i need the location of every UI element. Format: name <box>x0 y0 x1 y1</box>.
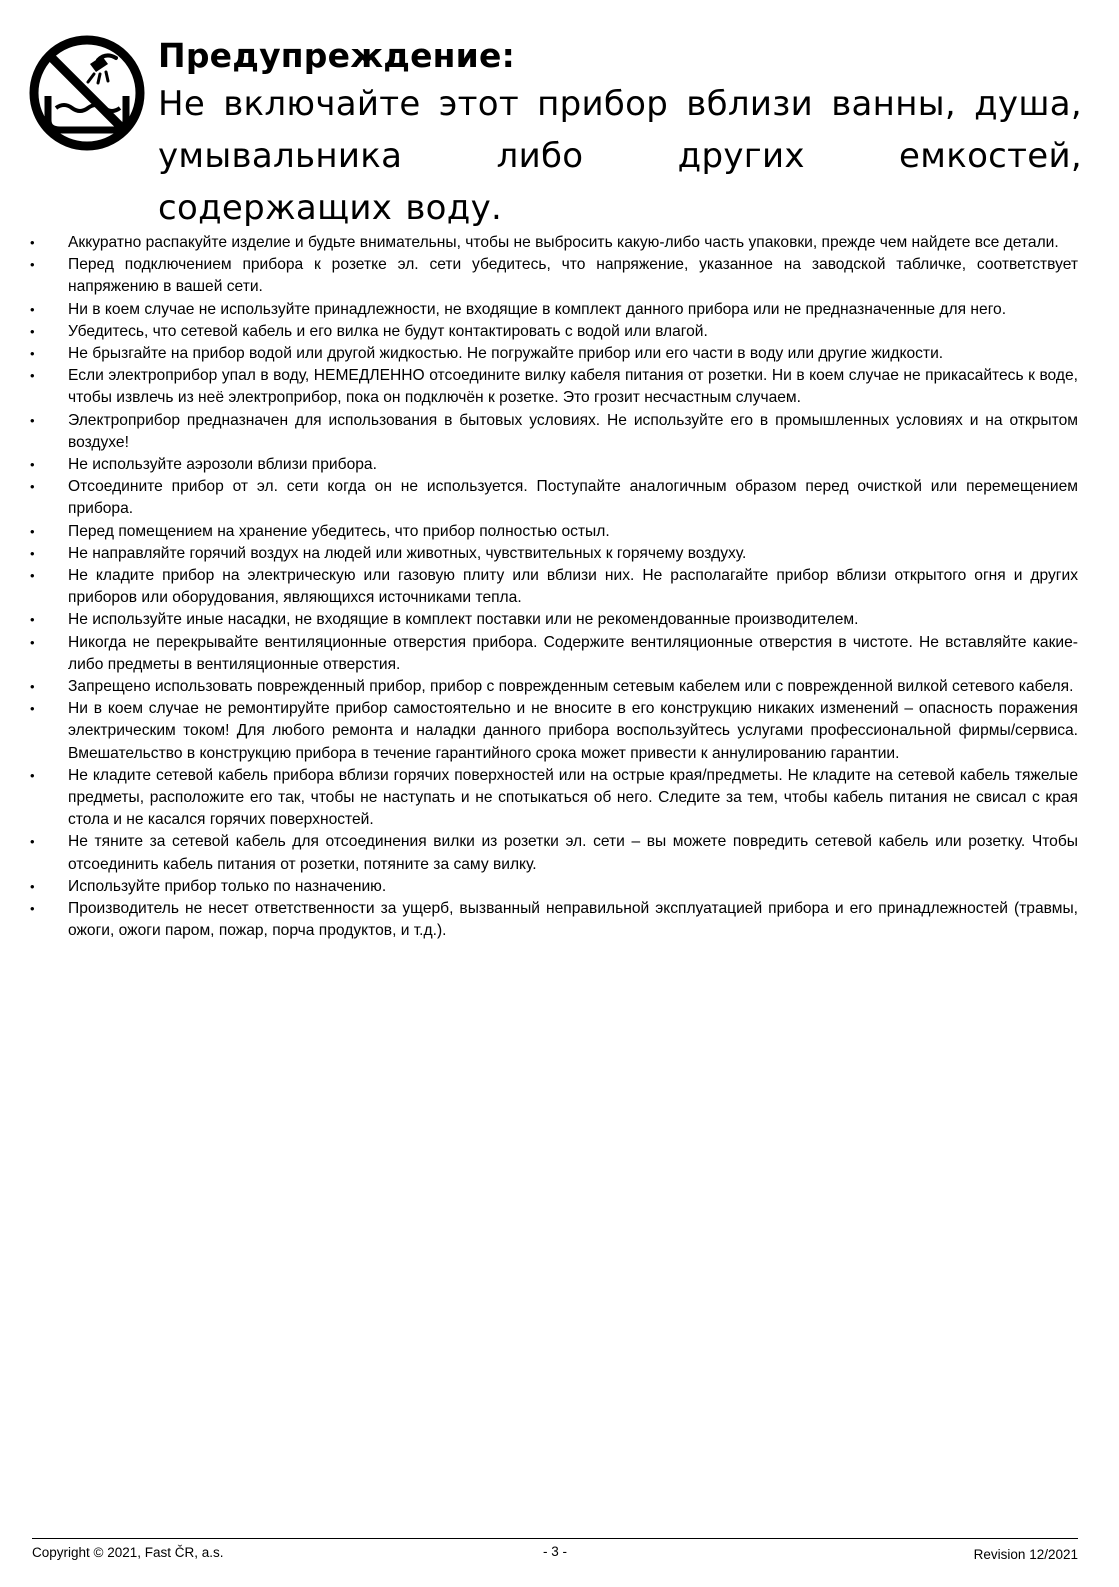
list-item <box>30 365 1078 409</box>
list-item-text: Ни в коем случае не используйте принадлежности, не входящие в комплект данного прибора или не предназначенные для него. <box>68 300 1007 318</box>
list-item <box>30 476 1078 520</box>
bullet-icon: • <box>30 612 35 628</box>
revision-text: Revision 12/2021 <box>973 1547 1078 1562</box>
list-item-text: Не используйте аэрозоли вблизи прибора. <box>68 456 377 474</box>
list-item <box>30 698 1078 765</box>
list-item <box>30 410 1078 454</box>
bullet-icon: • <box>30 878 35 894</box>
list-item <box>30 765 1078 832</box>
list-item-text: Отсоедините прибор от эл. сети когда он не используется. Поступайте аналогичным образом перед очисткой или перемещением прибора. <box>68 478 1078 518</box>
bullet-icon: • <box>30 523 35 539</box>
list-item <box>30 232 1078 254</box>
list-item-text: Не брызгайте на прибор водой или другой жидкостью. Не погружайте прибор или его части в воду или другие жидкости. <box>68 345 944 363</box>
list-item-text: Ни в коем случае не ремонтируйте прибор самостоятельно и не вносите в его конструкцию никаких изменений – опасность поражения электрическим током! Для любого ремонта и наладки данного прибора воспользуйтесь услугами профессиональной фирмы/сервиса. Вмешательство в конструкцию прибора в течение гарантийного срока может привести к аннулированию гарантии. <box>68 700 1078 762</box>
warning-header <box>28 34 1098 228</box>
list-item <box>30 676 1078 698</box>
list-item-text: Запрещено использовать поврежденный прибор, прибор с поврежденным сетевым кабелем или с поврежденной вилкой сетевого кабеля. <box>68 678 1074 696</box>
no-water-bath-icon <box>28 34 146 152</box>
copyright-text: Copyright © 2021, Fast ČR, a.s. <box>32 1545 224 1560</box>
bullet-icon: • <box>30 323 35 339</box>
list-item-text: Никогда не перекрывайте вентиляционные отверстия прибора. Содержите вентиляционные отверстия в чистоте. Не вставляйте какие-либо предметы в вентиляционные отверстия. <box>68 633 1078 673</box>
warning-title: Предупреждение: <box>158 36 515 75</box>
bullet-icon: • <box>30 834 35 850</box>
list-item <box>30 876 1078 898</box>
list-item <box>30 454 1078 476</box>
warning-text-block <box>158 34 1082 234</box>
list-item <box>30 299 1078 321</box>
bullet-icon: • <box>30 257 35 273</box>
list-item-text: Перед помещением на хранение убедитесь, что прибор полностью остыл. <box>68 522 610 540</box>
list-item <box>30 543 1078 565</box>
bullet-icon: • <box>30 479 35 495</box>
bullet-icon: • <box>30 235 35 250</box>
bullet-icon: • <box>30 368 35 384</box>
bullet-icon: • <box>30 701 35 717</box>
bullet-icon: • <box>30 412 35 428</box>
list-item <box>30 898 1078 942</box>
list-item-text: Производитель не несет ответственности за ущерб, вызванный неправильной эксплуатацией прибора и его принадлежностей (травмы, ожоги, ожоги паром, пожар, порча продуктов, и т.д.). <box>68 900 1078 940</box>
bullet-icon: • <box>30 767 35 783</box>
list-item <box>30 254 1078 298</box>
list-item-text: Если электроприбор упал в воду, НЕМЕДЛЕННО отсоедините вилку кабеля питания от розетки. Ни в коем случае не прикасайтесь к воде, чтобы извлечь из неё электроприбор, пока он подключён к розетке. Это грозит несчастным случаем. <box>68 367 1078 407</box>
list-item-text: Не используйте иные насадки, не входящие в комплект поставки или не рекомендованные производителем. <box>68 611 859 629</box>
list-item-text: Не кладите прибор на электрическую или газовую плиту или вблизи них. Не располагайте прибор вблизи открытого огня и других приборов или оборудования, являющихся источниками тепла. <box>68 567 1078 607</box>
list-item <box>30 632 1078 676</box>
list-item-text: Аккуратно распакуйте изделие и будьте внимательны, чтобы не выбросить какую-либо часть упаковки, прежде чем найдете все детали. <box>68 234 1059 251</box>
safety-instructions-list <box>30 232 1078 943</box>
bullet-icon: • <box>30 457 35 473</box>
list-item-text: Убедитесь, что сетевой кабель и его вилка не будут контактировать с водой или влагой. <box>68 322 708 340</box>
bullet-icon: • <box>30 634 35 650</box>
page-footer <box>32 1538 1078 1569</box>
list-item-text: Используйте прибор только по назначению. <box>68 877 387 895</box>
list-item <box>30 343 1078 365</box>
list-item <box>30 831 1078 875</box>
bullet-icon: • <box>30 545 35 561</box>
list-item-text: Перед подключением прибора к розетке эл. сети убедитесь, что напряжение, указанное на заводской табличке, соответствует напряжению в вашей сети. <box>68 256 1078 296</box>
page-number: - 3 - <box>542 1544 567 1559</box>
bullet-icon: • <box>30 901 35 917</box>
list-item-text: Не направляйте горячий воздух на людей или животных, чувствительных к горячему воздуху. <box>68 544 747 562</box>
list-item <box>30 321 1078 343</box>
list-item <box>30 565 1078 609</box>
bullet-icon: • <box>30 568 35 584</box>
warning-message: Не включайте этот прибор вблизи ванны, душа, умывальника либо других емкостей, содержащих воду. <box>158 84 1082 228</box>
list-item <box>30 609 1078 631</box>
bullet-icon: • <box>30 346 35 362</box>
list-item <box>30 521 1078 543</box>
bullet-icon: • <box>30 679 35 695</box>
list-item-text: Не тяните за сетевой кабель для отсоединения вилки из розетки эл. сети – вы можете повредить сетевой кабель или розетку. Чтобы отсоединить кабель питания от розетки, потяните за саму вилку. <box>68 833 1078 873</box>
list-item-text: Не кладите сетевой кабель прибора вблизи горячих поверхностей или на острые края/предметы. Не кладите на сетевой кабель тяжелые предметы, расположите его так, чтобы не наступать и не спотыкаться об него. Следите за тем, чтобы кабель питания не свисал с края стола и не касался горячих поверхностей. <box>68 766 1078 829</box>
bullet-icon: • <box>30 301 35 317</box>
list-item-text: Электроприбор предназначен для использования в бытовых условиях. Не используйте его в промышленных условиях и на открытом воздухе! <box>68 411 1078 451</box>
